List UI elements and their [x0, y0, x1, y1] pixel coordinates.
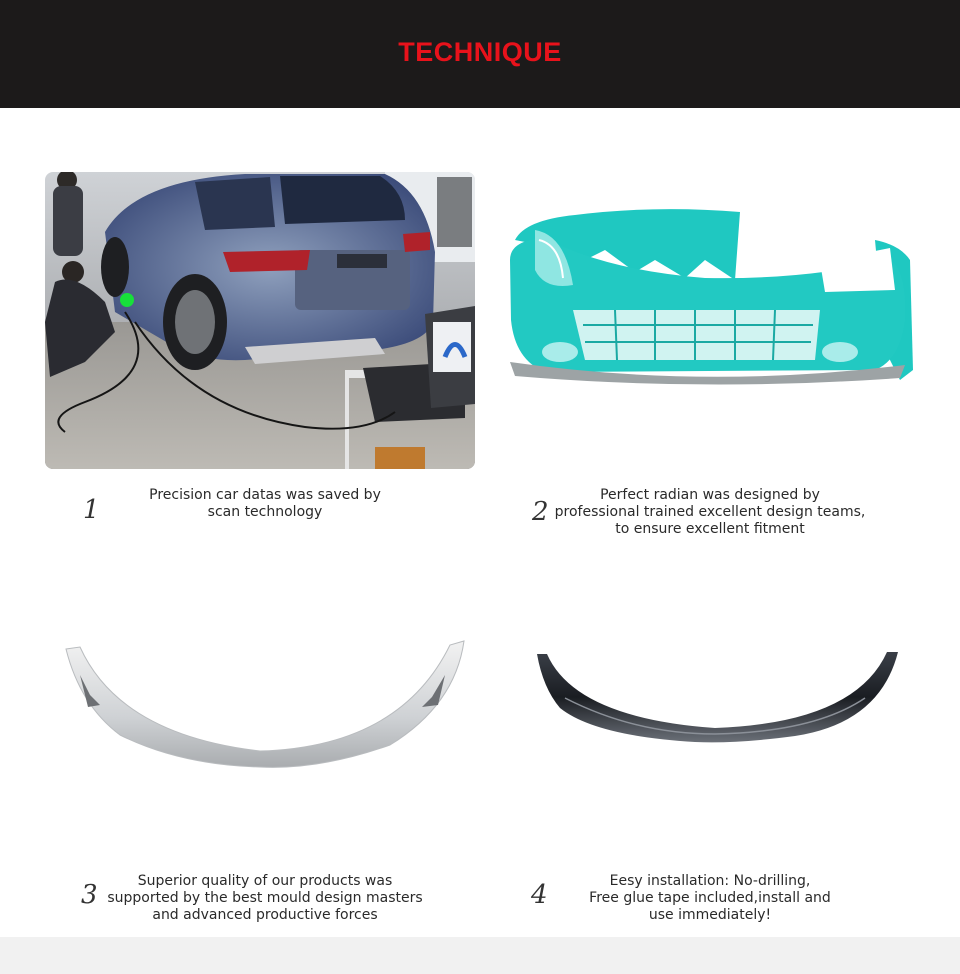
bumper-3d-model-render [505, 200, 915, 400]
car-3d-scanning-photo [45, 172, 475, 469]
step-1-number: 1 [83, 495, 100, 525]
step-3-line-3: and advanced productive forces [152, 907, 378, 923]
step-4-line-1: Eesy installation: No-drilling, [609, 873, 811, 889]
step-4-line-2: Free glue tape included,install and [589, 890, 831, 906]
step-1-line-2: scan technology [207, 504, 323, 520]
step-2-line-1: Perfect radian was designed by [600, 487, 820, 503]
step-2-line-3: to ensure excellent fitment [615, 521, 805, 537]
footer-band [0, 937, 960, 974]
page-header [0, 0, 960, 108]
step-2-number: 2 [532, 497, 549, 527]
step-4-caption [575, 873, 845, 924]
step-3-number: 3 [81, 880, 98, 910]
step-2-line-2: professional trained excellent design teams, [554, 504, 866, 520]
carbon-lip-spoiler-photo [535, 648, 900, 748]
step-1-line-1: Precision car datas was saved by [149, 487, 381, 503]
step-1-caption [125, 487, 405, 521]
step-4-line-3: use immediately! [648, 907, 772, 923]
step-2-caption [545, 487, 875, 538]
step-3-line-2: supported by the best mould design masters [107, 890, 423, 906]
step-4-number: 4 [531, 880, 548, 910]
step-3-caption [100, 873, 430, 924]
white-lip-spoiler-photo [60, 635, 470, 775]
page-title: TECHNIQUE [398, 36, 562, 67]
step-3-line-1: Superior quality of our products was [137, 873, 393, 889]
